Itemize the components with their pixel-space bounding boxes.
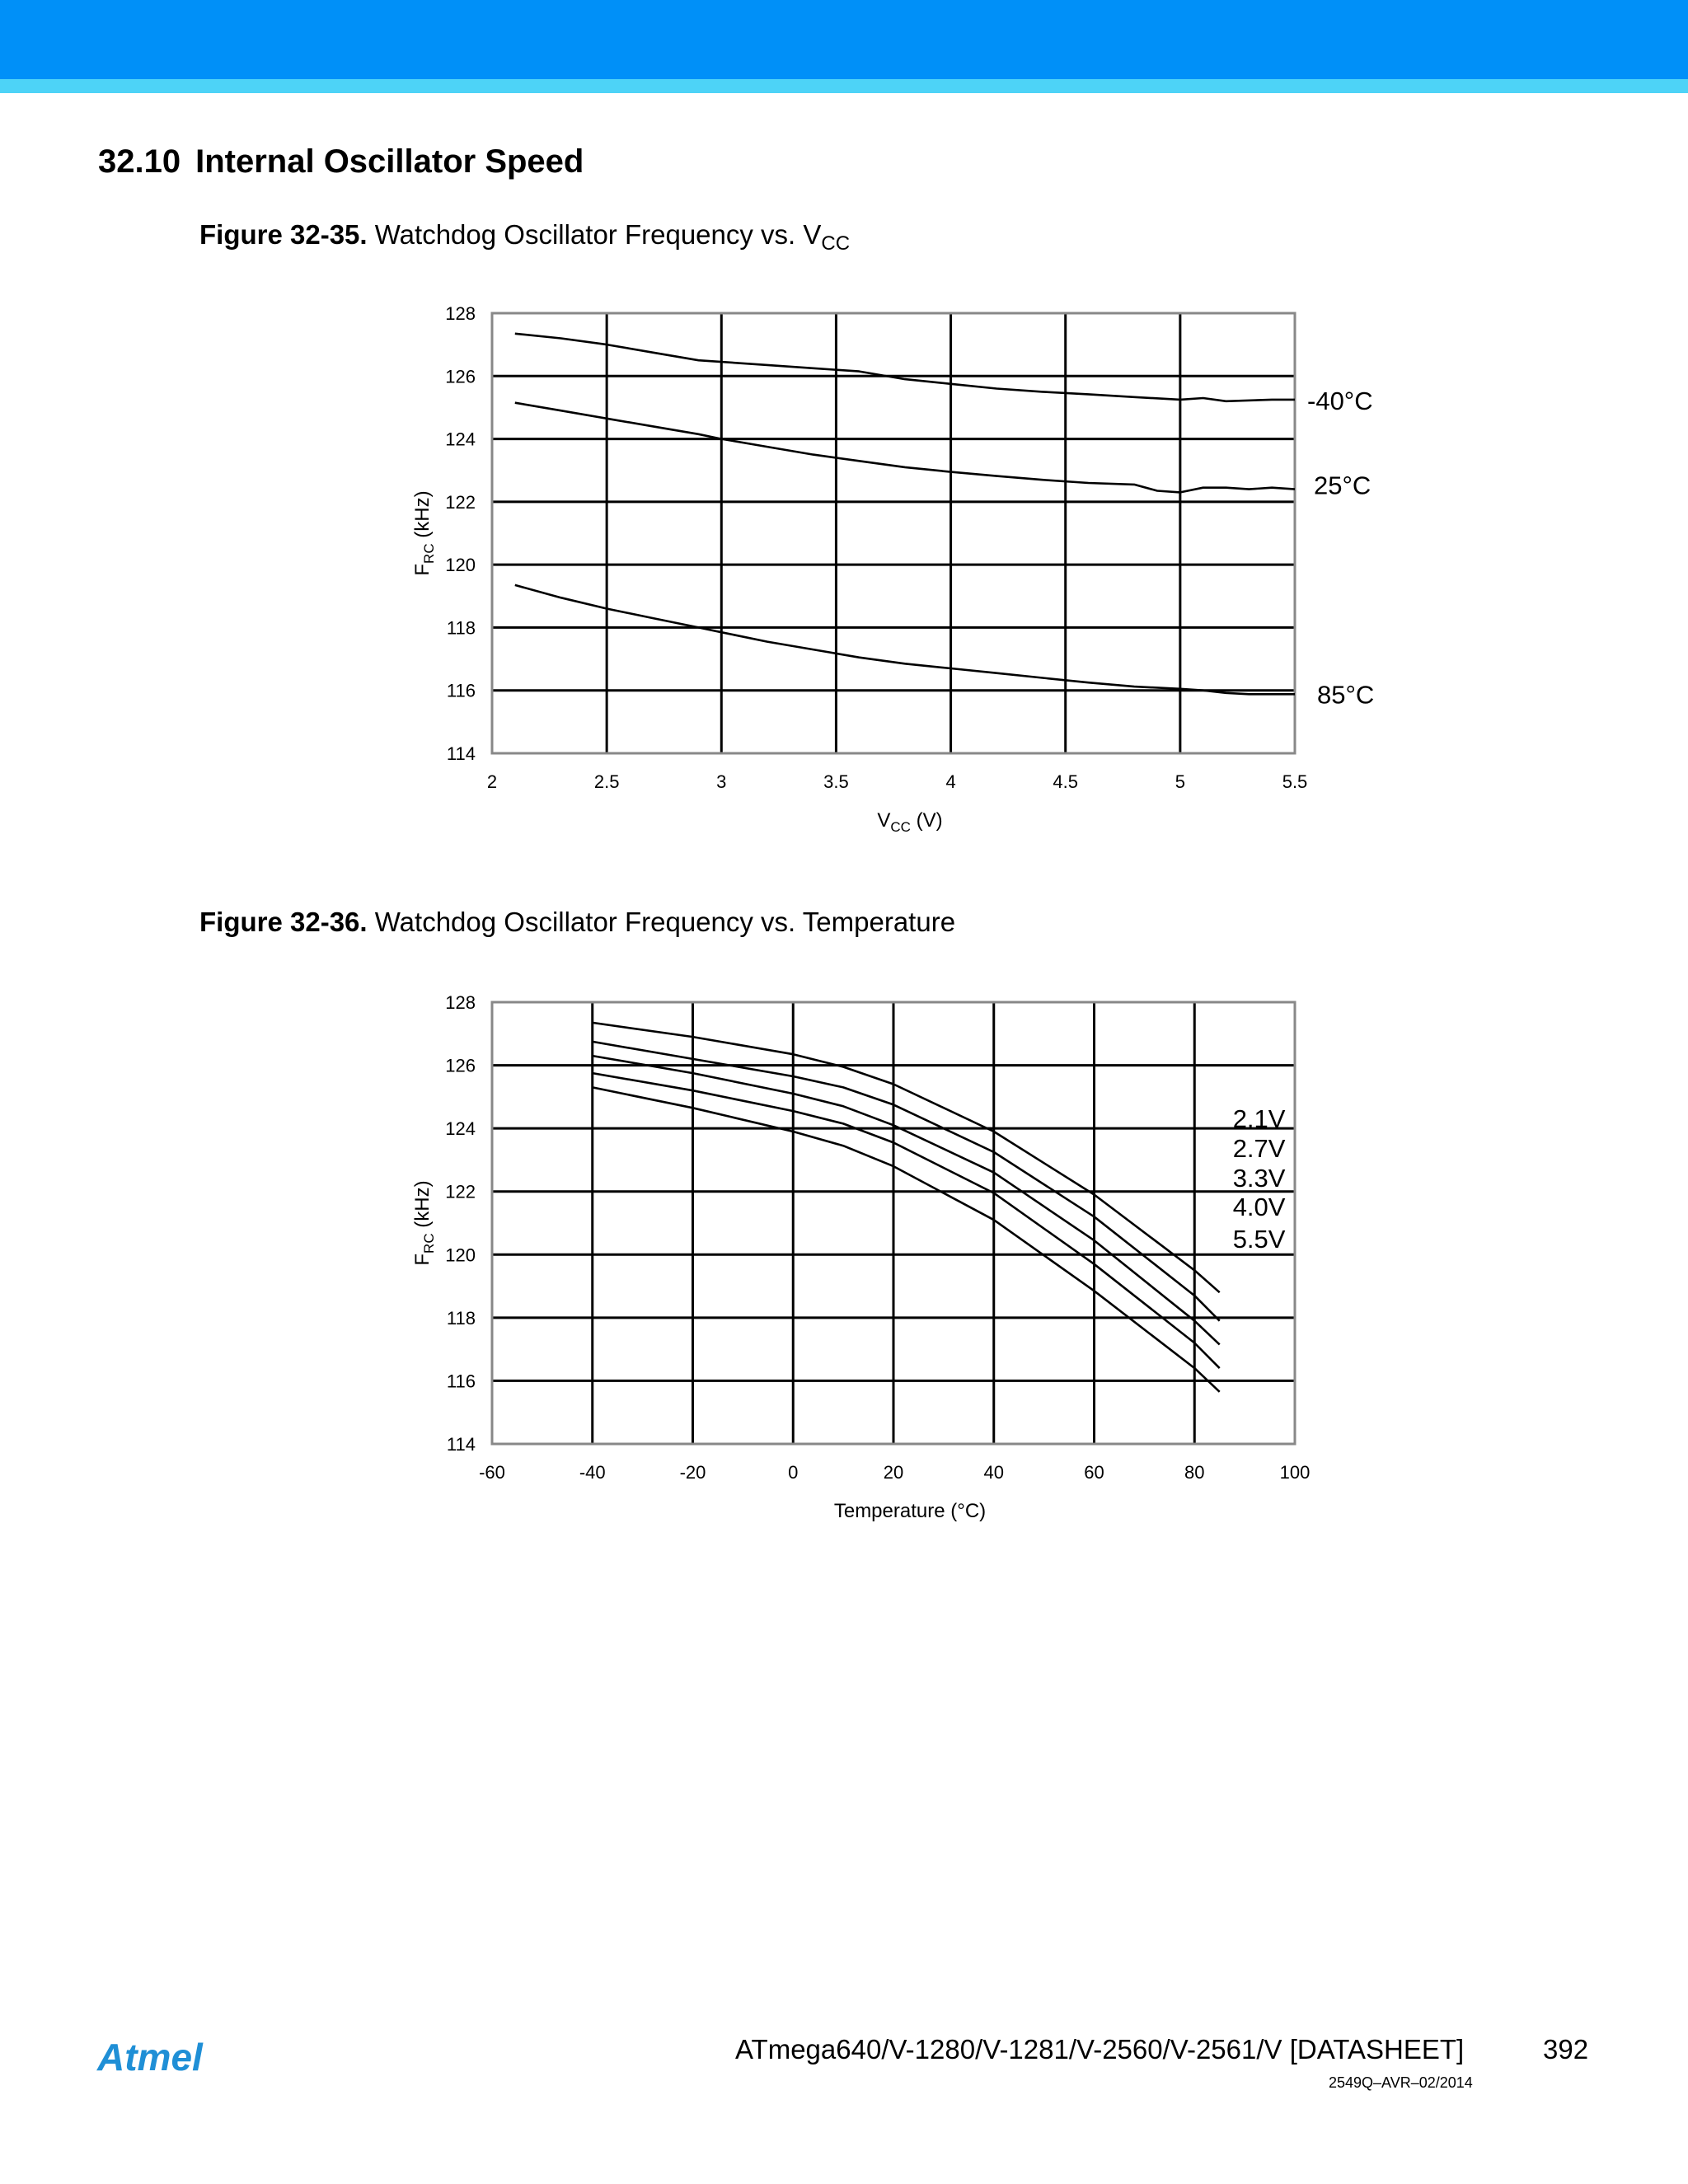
x-tick-label: 4 <box>945 771 956 792</box>
x-axis-label: $V_{CC}$ (V) <box>877 809 943 835</box>
series-label: 85°C <box>1317 680 1375 710</box>
x-tick-label: -40 <box>579 1462 606 1483</box>
x-tick-label: 100 <box>1279 1462 1311 1483</box>
page-number: 392 <box>1543 2034 1589 2064</box>
footer-title: ATmega640/V-1280/V-1281/V-2560/V-2561/V [DATASHEET] <box>735 2034 1465 2064</box>
x-axis-label-sub: CC <box>890 819 911 835</box>
x-tick-label: 2 <box>486 771 498 792</box>
series-line-0 <box>515 334 1295 401</box>
y-tick-label: 126 <box>445 366 476 387</box>
x-tick-label: 3.5 <box>823 771 849 792</box>
series-line-2 <box>515 585 1295 694</box>
x-axis-label: Temperature (°C) <box>833 1500 987 1522</box>
figure-35-text-sub: CC <box>821 232 851 255</box>
document-id: 2549Q–AVR–02/2014 <box>1329 2074 1473 2091</box>
x-tick-label: 80 <box>1184 1462 1205 1483</box>
series-label: 4.0V <box>1232 1193 1286 1221</box>
x-tick-label: 20 <box>883 1462 904 1483</box>
y-tick-label: 114 <box>446 1434 476 1455</box>
figure-35-label: Figure 32-35. <box>199 219 368 250</box>
series-label: -40°C <box>1307 386 1373 415</box>
y-tick-label: 122 <box>445 491 476 513</box>
series-line-3 <box>593 1073 1220 1368</box>
x-tick-label: 5 <box>1175 771 1185 792</box>
x-tick-label: -20 <box>679 1462 706 1483</box>
x-tick-label: 4.5 <box>1053 771 1079 792</box>
figure-36-text: Watchdog Oscillator Frequency vs. Temperature <box>374 907 956 937</box>
section-number: 32.10 <box>98 143 181 180</box>
y-tick-label: 114 <box>446 743 476 764</box>
y-tick-label: 118 <box>446 617 476 639</box>
y-axis-label: $F_{RC}$ (kHz) <box>411 1180 437 1266</box>
y-axis-label: $F_{RC}$ (kHz) <box>411 490 437 576</box>
figure-35-caption <box>199 219 850 255</box>
series-line-2 <box>593 1056 1220 1344</box>
section-heading: Internal Oscillator Speed <box>195 143 584 180</box>
series-label: 2.1V <box>1232 1104 1286 1133</box>
x-tick-label: 2.5 <box>593 771 620 792</box>
y-axis-label-sub: RC <box>421 1233 437 1254</box>
section-title <box>98 143 584 180</box>
series-label: 25°C <box>1314 471 1372 500</box>
figure-36-caption <box>199 907 955 938</box>
y-tick-label: 122 <box>445 1181 476 1202</box>
y-tick-label: 124 <box>445 429 476 450</box>
x-tick-label: 0 <box>788 1462 799 1483</box>
figure-35-text: Watchdog Oscillator Frequency vs. V <box>374 219 822 250</box>
series-line-0 <box>593 1023 1220 1292</box>
series-label: 5.5V <box>1232 1225 1286 1254</box>
y-tick-label: 118 <box>446 1307 476 1329</box>
series-line-1 <box>593 1042 1220 1321</box>
x-tick-label: 3 <box>716 771 727 792</box>
y-tick-label: 126 <box>445 1055 476 1076</box>
header-banner-stripe <box>0 79 1688 93</box>
x-tick-label: 5.5 <box>1282 771 1308 792</box>
y-tick-label: 128 <box>445 992 476 1013</box>
logo-text: Atmel <box>97 2036 203 2079</box>
chart-temperature <box>0 972 1688 1549</box>
header-banner <box>0 0 1688 79</box>
series-label: 2.7V <box>1232 1134 1286 1163</box>
chart-vcc <box>0 280 1688 857</box>
x-tick-label: 40 <box>983 1462 1004 1483</box>
y-axis-label-sub: RC <box>421 543 437 564</box>
y-axis-label-unit: (kHz) <box>411 1180 434 1234</box>
y-tick-label: 128 <box>445 303 476 324</box>
y-tick-label: 124 <box>445 1118 476 1140</box>
series-label: 3.3V <box>1232 1164 1286 1193</box>
y-tick-label: 116 <box>446 1371 476 1392</box>
figure-36-label: Figure 32-36. <box>199 907 368 937</box>
series-line-4 <box>593 1087 1220 1391</box>
y-tick-label: 116 <box>446 680 476 701</box>
atmel-logo <box>96 2034 244 2083</box>
x-axis-label-unit: (V) <box>910 809 943 832</box>
y-axis-label-unit: (kHz) <box>411 490 434 544</box>
plot-frame <box>492 313 1295 753</box>
series-line-1 <box>515 403 1295 493</box>
y-tick-label: 120 <box>445 555 476 576</box>
x-tick-label: -60 <box>479 1462 505 1483</box>
plot-border <box>492 313 1295 753</box>
y-tick-label: 120 <box>445 1244 476 1266</box>
x-tick-label: 60 <box>1084 1462 1104 1483</box>
